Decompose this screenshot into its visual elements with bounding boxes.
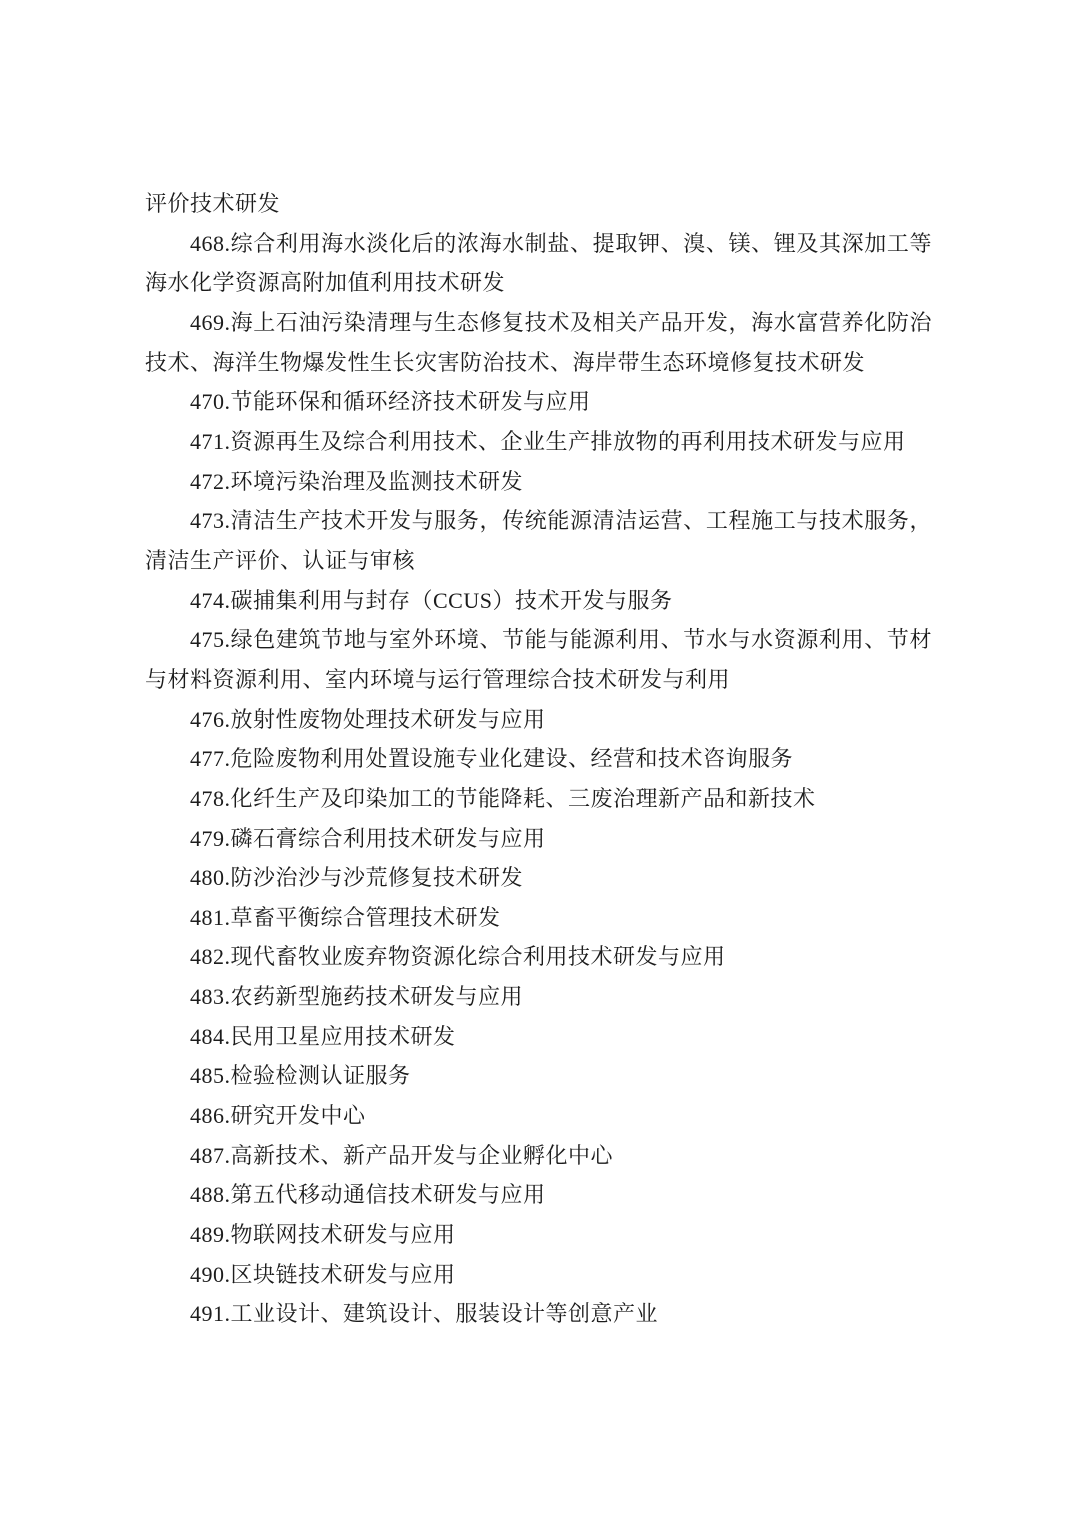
list-item-474 [145, 581, 932, 621]
item-text: 放射性废物处理技术研发与应用 [230, 706, 546, 732]
item-number: 491. [190, 1301, 231, 1327]
list-item-488 [145, 1175, 932, 1215]
document-text-block [145, 184, 932, 1334]
item-number: 485. [190, 1063, 231, 1089]
list-item-490 [145, 1255, 932, 1295]
list-item-484 [145, 1017, 932, 1057]
list-item-485 [145, 1056, 932, 1096]
list-item-487 [145, 1136, 932, 1176]
item-text: 评价技术研发 [145, 191, 281, 216]
item-number: 476. [190, 706, 231, 732]
item-text: 高新技术、新产品开发与企业孵化中心 [230, 1142, 614, 1168]
item-text: 绿色建筑节地与室外环境、节能与能源利用、节水与水资源利用、节材与材料资源利用、室内环境与运行管理综合技术研发与利用 [145, 627, 932, 692]
item-number: 490. [190, 1261, 231, 1287]
list-item-475 [145, 620, 932, 699]
list-item-489 [145, 1215, 932, 1255]
item-text: 区块链技术研发与应用 [230, 1261, 456, 1287]
list-item-479 [145, 819, 932, 859]
list-item-491 [145, 1294, 932, 1334]
item-number: 487. [190, 1142, 231, 1168]
item-text: 检验检测认证服务 [230, 1063, 411, 1089]
item-text: 草畜平衡综合管理技术研发 [230, 904, 501, 930]
item-text: 农药新型施药技术研发与应用 [230, 984, 524, 1010]
item-text: 物联网技术研发与应用 [230, 1222, 456, 1248]
list-item-483 [145, 977, 932, 1017]
list-item-469 [145, 303, 932, 382]
item-number: 479. [190, 825, 231, 851]
list-item-480 [145, 858, 932, 898]
list-item-482 [145, 937, 932, 977]
list-item-486 [145, 1096, 932, 1136]
item-number: 484. [190, 1023, 231, 1049]
list-item-478 [145, 779, 932, 819]
item-text: 防沙治沙与沙荒修复技术研发 [230, 865, 524, 891]
item-text: 磷石膏综合利用技术研发与应用 [230, 825, 546, 851]
item-text: 第五代移动通信技术研发与应用 [230, 1182, 546, 1208]
item-number: 474. [190, 587, 231, 613]
item-number: 468. [190, 230, 231, 256]
item-text: 危险废物利用处置设施专业化建设、经营和技术咨询服务 [230, 746, 794, 772]
list-item-472 [145, 462, 932, 502]
item-number: 472. [190, 468, 231, 494]
item-number: 471. [190, 428, 231, 454]
list-item-473 [145, 501, 932, 580]
item-number: 477. [190, 746, 231, 772]
item-number: 483. [190, 984, 231, 1010]
item-text: 工业设计、建筑设计、服装设计等创意产业 [230, 1301, 659, 1327]
item-number: 481. [190, 904, 231, 930]
item-text: 环境污染治理及监测技术研发 [230, 468, 524, 494]
item-text: 研究开发中心 [230, 1103, 366, 1129]
list-item-476 [145, 700, 932, 740]
item-number: 475. [190, 627, 231, 653]
item-number: 488. [190, 1182, 231, 1208]
item-number: 482. [190, 944, 231, 970]
item-text: 节能环保和循环经济技术研发与应用 [230, 389, 591, 415]
item-text: 碳捕集利用与封存（CCUS）技术开发与服务 [230, 587, 673, 613]
item-text: 海上石油污染清理与生态修复技术及相关产品开发，海水富营养化防治技术、海洋生物爆发性生长灾害防治技术、海岸带生态环境修复技术研发 [145, 309, 932, 375]
item-number: 473. [190, 508, 231, 534]
item-text: 综合利用海水淡化后的浓海水制盐、提取钾、溴、镁、锂及其深加工等海水化学资源高附加值利用技术研发 [145, 230, 932, 296]
list-item-470 [145, 382, 932, 422]
item-number: 486. [190, 1103, 231, 1129]
list-item-468 [145, 224, 932, 303]
item-number: 478. [190, 785, 231, 811]
item-number: 480. [190, 865, 231, 891]
continuation-line [145, 184, 932, 224]
item-text: 资源再生及综合利用技术、企业生产排放物的再利用技术研发与应用 [230, 428, 906, 454]
item-text: 化纤生产及印染加工的节能降耗、三废治理新产品和新技术 [230, 785, 816, 811]
list-item-477 [145, 739, 932, 779]
item-number: 469. [190, 309, 231, 335]
list-item-471 [145, 422, 932, 462]
item-number: 470. [190, 389, 231, 415]
item-text: 民用卫星应用技术研发 [230, 1023, 456, 1049]
item-number: 489. [190, 1222, 231, 1248]
item-text: 现代畜牧业废弃物资源化综合利用技术研发与应用 [230, 944, 726, 970]
list-item-481 [145, 898, 932, 938]
item-text: 清洁生产技术开发与服务，传统能源清洁运营、工程施工与技术服务，清洁生产评价、认证与审核 [145, 508, 932, 573]
